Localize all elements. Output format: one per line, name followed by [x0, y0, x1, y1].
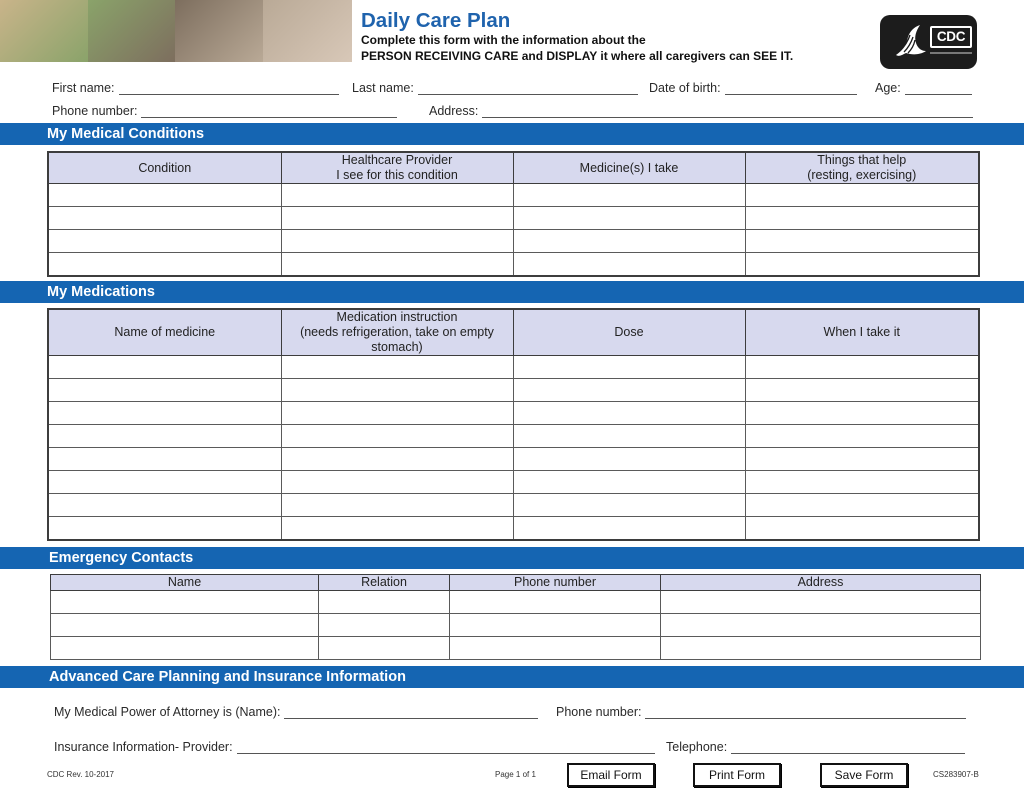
cdc-logo	[880, 15, 977, 69]
table-cell-input[interactable]	[745, 425, 979, 448]
table-cell-input[interactable]	[48, 402, 281, 425]
poa-phone-input-line[interactable]	[645, 708, 966, 719]
medications-header-text: (needs refrigeration, take on empty	[300, 325, 494, 339]
table-row	[48, 207, 979, 230]
table-cell-input[interactable]	[661, 614, 981, 637]
subtitle-line-1: Complete this form with the information about the	[361, 33, 646, 47]
conditions-header-text: I see for this condition	[336, 168, 458, 182]
age-field[interactable]	[875, 81, 972, 95]
conditions-header-text: Healthcare Provider	[341, 153, 453, 167]
medications-header-text: When I take it	[823, 325, 900, 339]
medications-header-text: Name of medicine	[114, 325, 216, 339]
header-photo	[88, 0, 175, 62]
table-row	[48, 494, 979, 517]
table-cell-input[interactable]	[513, 448, 745, 471]
table-cell-input[interactable]	[513, 402, 745, 425]
medications-header-4	[745, 309, 979, 356]
logo-underline	[930, 52, 972, 54]
table-cell-input[interactable]	[48, 448, 281, 471]
insurance-provider-label: Insurance Information- Provider:	[54, 740, 233, 754]
table-cell-input[interactable]	[281, 253, 513, 276]
contacts-header-text: Phone number	[513, 575, 596, 589]
phone-label: Phone number:	[52, 104, 138, 118]
table-cell-input[interactable]	[513, 379, 745, 402]
table-cell-input[interactable]	[745, 471, 979, 494]
conditions-header-text: (resting, exercising)	[807, 168, 917, 182]
form-code: CS283907-B	[933, 770, 979, 779]
first-name-field[interactable]	[52, 81, 339, 95]
poa-name-field[interactable]	[54, 705, 538, 719]
table-cell-input[interactable]	[281, 425, 513, 448]
table-cell-input[interactable]	[661, 591, 981, 614]
table-cell-input[interactable]	[281, 379, 513, 402]
table-cell-input[interactable]	[450, 591, 661, 614]
table-cell-input[interactable]	[281, 207, 513, 230]
last-name-field[interactable]	[352, 81, 638, 95]
table-row	[48, 425, 979, 448]
telephone-label: Telephone:	[666, 740, 728, 754]
age-input-line[interactable]	[905, 84, 972, 95]
table-cell-input[interactable]	[745, 184, 979, 207]
table-cell-input[interactable]	[281, 402, 513, 425]
telephone-input-line[interactable]	[731, 743, 965, 754]
dob-input-line[interactable]	[725, 84, 857, 95]
table-cell-input[interactable]	[745, 402, 979, 425]
table-cell-input[interactable]	[745, 379, 979, 402]
table-row	[51, 637, 981, 660]
table-cell-input[interactable]	[450, 614, 661, 637]
address-label: Address:	[429, 104, 479, 118]
table-cell-input[interactable]	[319, 637, 450, 660]
page-subtitle	[361, 33, 793, 64]
section-advanced-care: Advanced Care Planning and Insurance Information	[0, 666, 1024, 688]
save-form-button[interactable]: Save Form	[820, 763, 908, 787]
contacts-header-4	[661, 575, 981, 591]
table-cell-input[interactable]	[281, 494, 513, 517]
table-cell-input[interactable]	[513, 207, 745, 230]
header-photo-strip	[0, 0, 352, 62]
table-cell-input[interactable]	[513, 230, 745, 253]
contacts-header-3	[450, 575, 661, 591]
subtitle-line-2: PERSON RECEIVING CARE and DISPLAY it where all caregivers can SEE IT.	[361, 48, 794, 63]
first-name-input-line[interactable]	[119, 84, 339, 95]
table-row	[48, 448, 979, 471]
first-name-label: First name:	[52, 81, 115, 95]
dob-field[interactable]	[649, 81, 857, 95]
table-cell-input[interactable]	[745, 356, 979, 379]
address-input-line[interactable]	[482, 107, 973, 118]
medications-header-text: stomach)	[371, 340, 423, 354]
table-cell-input[interactable]	[48, 356, 281, 379]
table-cell-input[interactable]	[513, 425, 745, 448]
medications-header-3	[513, 309, 745, 356]
table-cell-input[interactable]	[661, 637, 981, 660]
medications-header-text: Medication instruction	[336, 310, 458, 324]
header-photo	[175, 0, 263, 62]
page-indicator: Page 1 of 1	[495, 770, 536, 779]
table-cell-input[interactable]	[745, 230, 979, 253]
contacts-header-text: Address	[797, 575, 844, 589]
section-emergency-contacts: Emergency Contacts	[0, 547, 1024, 569]
table-row	[48, 379, 979, 402]
section-medications: My Medications	[0, 281, 1024, 303]
last-name-label: Last name:	[352, 81, 414, 95]
table-cell-input[interactable]	[51, 591, 319, 614]
header-photo	[0, 0, 88, 62]
table-cell-input[interactable]	[745, 494, 979, 517]
insurance-provider-input-line[interactable]	[237, 743, 655, 754]
table-cell-input[interactable]	[513, 253, 745, 276]
page-title: Daily Care Plan	[361, 9, 511, 32]
contacts-header-text: Relation	[361, 575, 407, 589]
table-cell-input[interactable]	[450, 637, 661, 660]
table-cell-input[interactable]	[48, 425, 281, 448]
phone-input-line[interactable]	[141, 107, 397, 118]
table-cell-input[interactable]	[281, 517, 513, 540]
conditions-header-text: Things that help	[817, 153, 907, 167]
telephone-field[interactable]	[666, 740, 965, 754]
medical-conditions-table	[47, 151, 980, 277]
table-cell-input[interactable]	[281, 230, 513, 253]
contacts-header-text: Name	[167, 575, 202, 589]
table-cell-input[interactable]	[513, 494, 745, 517]
table-cell-input[interactable]	[48, 494, 281, 517]
table-cell-input[interactable]	[51, 637, 319, 660]
table-cell-input[interactable]	[48, 379, 281, 402]
last-name-input-line[interactable]	[418, 84, 638, 95]
revision-note: CDC Rev. 10-2017	[47, 770, 114, 779]
table-cell-input[interactable]	[745, 517, 979, 540]
table-cell-input[interactable]	[513, 517, 745, 540]
dob-label: Date of birth:	[649, 81, 721, 95]
table-cell-input[interactable]	[281, 471, 513, 494]
table-row	[48, 184, 979, 207]
table-cell-input[interactable]	[513, 184, 745, 207]
contacts-header-1	[51, 575, 319, 591]
table-row	[48, 517, 979, 540]
medications-header-text: Dose	[614, 325, 644, 339]
poa-phone-field[interactable]	[556, 705, 966, 719]
table-cell-input[interactable]	[281, 356, 513, 379]
table-cell-input[interactable]	[48, 517, 281, 540]
poa-name-label: My Medical Power of Attorney is (Name):	[54, 705, 281, 719]
medications-header-2	[281, 309, 513, 356]
table-cell-input[interactable]	[48, 230, 281, 253]
address-field[interactable]	[429, 104, 973, 118]
header-photo	[263, 0, 352, 62]
insurance-provider-field[interactable]	[54, 740, 655, 754]
table-row	[48, 402, 979, 425]
table-row	[51, 591, 981, 614]
conditions-header-text: Condition	[138, 160, 192, 175]
conditions-header-4	[745, 152, 979, 184]
table-cell-input[interactable]	[319, 614, 450, 637]
cdc-logo-text: CDC	[930, 26, 972, 48]
conditions-header-1	[48, 152, 281, 184]
table-cell-input[interactable]	[319, 591, 450, 614]
table-cell-input[interactable]	[48, 253, 281, 276]
table-row	[48, 471, 979, 494]
table-cell-input[interactable]	[281, 184, 513, 207]
contacts-header-2	[319, 575, 450, 591]
table-cell-input[interactable]	[513, 471, 745, 494]
table-row	[51, 614, 981, 637]
table-cell-input[interactable]	[48, 184, 281, 207]
medications-header-1	[48, 309, 281, 356]
table-cell-input[interactable]	[51, 614, 319, 637]
table-cell-input[interactable]	[48, 471, 281, 494]
table-cell-input[interactable]	[48, 207, 281, 230]
medications-table	[47, 308, 980, 541]
poa-phone-label: Phone number:	[556, 705, 642, 719]
conditions-header-text: Medicine(s) I take	[579, 160, 679, 175]
section-medical-conditions: My Medical Conditions	[0, 123, 1024, 145]
table-cell-input[interactable]	[513, 356, 745, 379]
table-cell-input[interactable]	[745, 448, 979, 471]
table-row	[48, 253, 979, 276]
age-label: Age:	[875, 81, 901, 95]
table-row	[48, 230, 979, 253]
table-cell-input[interactable]	[745, 253, 979, 276]
poa-name-input-line[interactable]	[284, 708, 538, 719]
table-cell-input[interactable]	[281, 448, 513, 471]
conditions-header-2	[281, 152, 513, 184]
email-form-button[interactable]: Email Form	[567, 763, 655, 787]
phone-field[interactable]	[52, 104, 397, 118]
table-row	[48, 356, 979, 379]
hhs-eagle-icon	[892, 21, 930, 63]
print-form-button[interactable]: Print Form	[693, 763, 781, 787]
table-cell-input[interactable]	[745, 207, 979, 230]
conditions-header-3	[513, 152, 745, 184]
emergency-contacts-table	[50, 574, 981, 660]
